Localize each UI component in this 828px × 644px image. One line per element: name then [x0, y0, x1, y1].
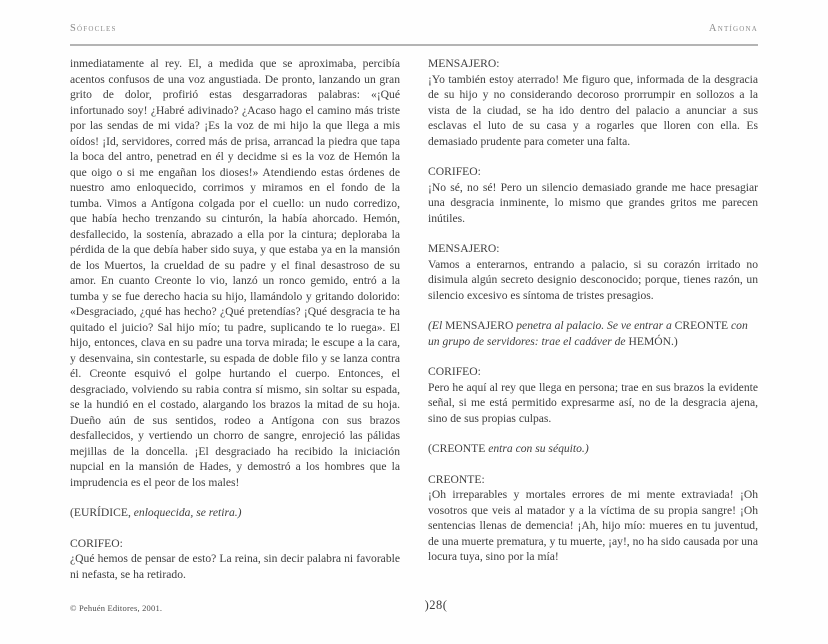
speech-corifeo-1	[428, 164, 758, 226]
stage-action-text: entra con su séquito.)	[488, 442, 589, 455]
speech-text: Vamos a enterarnos, entrando a palacio, si su corazón irritado no disimula algún secreto designio desconocido; porque, tienes razón, un silencio excesivo es síntoma de tristes presagios.	[428, 257, 758, 302]
speech-corifeo-left	[70, 536, 400, 583]
text-columns	[70, 56, 758, 582]
stage-character-name: MENSAJERO	[445, 319, 514, 332]
stage-direction-creonte	[428, 441, 758, 457]
stage-direction-mensajero	[428, 318, 758, 349]
speaker-label: MENSAJERO:	[428, 242, 500, 255]
stage-action-text: con un grupo de servidores: trae el cadáver de	[428, 319, 748, 348]
right-column	[428, 56, 758, 582]
speech-text: Pero he aquí al rey que llega en persona; trae en sus brazos la evidente señal, si me está permitido expresarme así, no de la desgracia ajena, sino de sus propias culpas.	[428, 380, 758, 425]
running-title-right: Antígona	[708, 23, 758, 34]
stage-character-name: (CREONTE	[428, 442, 489, 455]
stage-closing: .)	[671, 334, 678, 348]
messenger-monologue-paragraph: inmediatamente al rey. El, a medida que se aproximaba, percibía acentos confusos de una voz angustiada. De pronto, lanzando un gran grito de dolor, profirió estas desgarradoras palabras: «¡Qué infortunado soy! ¿Habré adivinado? ¿Acaso hago el camino más triste por las sendas de mi vida? ¡Es la voz de mi hijo la que llega a mis oídos! ¡Id, servidores, corred más de prisa, arrancad la piedra que tapa la boca del antro, penetrad en él y decidme si es la voz de Hemón la que oigo o si me engañan los dioses!» Atendiendo estas órdenes de nuestro amo enloquecido, corrimos y miramos en el fondo de la tumba. Vimos a Antígona colgada por el cuello: un nudo corredizo, que había hecho trenzando su cinturón, la había ahorcado. Hemón, desfallecido, la sostenía, abrazado a ella por la cintura; deploraba la pérdida de la que debía haber sido suya, y que estaba ya en la mansión de los Muertos, la crueldad de su padre y el final desastroso de su amor. En cuanto Creonte lo vio, lanzó un ronco gemido, entró a la tumba y se fue derecho hacia su hijo, llamándolo y gritando dolorido: «Desgraciado, ¿qué has hecho? ¿Qué pretendías? ¡Qué desgracia te ha quitado el juicio? Sal hijo mío; tu padre, suplicando te lo ruega». El hijo, entonces, clava en su padre una torva mirada; le escupe a la cara, y desenvaina, sin contestarle, su espada de doble filo y se lanza contra él. Creonte esquivó el golpe hurtando el cuerpo. Entonces, el desgraciado, volviendo su rabia contra sí mismo, sin soltar su espada, se la hundió en el costado, alargando los brazos la mitad de su hoja. Dueño aún de sus sentidos, rodeo a Antígona con sus brazos desfallecidos, y vertiendo un chorro de sangre, enrojeció las pálidas mejillas de la doncella. ¡El desgraciado ha recibido la iniciación nupcial en la mansión de Hades, y demostró a los hombres que la imprudencia es el peor de los males!	[70, 57, 400, 489]
page-footer	[70, 598, 758, 620]
running-title-left: Sófocles	[70, 23, 117, 34]
page-number: )28(	[424, 598, 448, 612]
speech-text: ¡Yo también estoy aterrado! Me figuro que, informada de la desgracia de su hijo y no considerando decoroso prorrumpir en sollozos a la vista de la ciudad, se ha ido dentro del palacio a anunciar a sus esclavas el luto de su casa y a rogarles que lloren con ella. Es demasiado prudente para cometer una falta.	[428, 72, 758, 148]
stage-character-name: HEMÓN	[628, 334, 671, 348]
speaker-label: CORIFEO:	[428, 165, 481, 178]
stage-character-name: (EURÍDICE,	[70, 506, 134, 519]
stage-action-text: (El	[428, 319, 446, 332]
speaker-label: CREONTE:	[428, 472, 485, 486]
stage-action-text: penetra al palacio. Se ve entrar a	[513, 319, 675, 332]
stage-direction-euridice	[70, 505, 400, 521]
copyright-notice: © Pehuén Editores, 2001.	[70, 603, 163, 613]
header-rule	[70, 44, 758, 46]
speaker-label: MENSAJERO:	[428, 57, 500, 70]
speech-creonte	[428, 472, 758, 565]
left-column	[70, 56, 400, 582]
speech-mensajero-1	[428, 56, 758, 149]
speech-text: ¡Oh irreparables y mortales errores de mi mente extraviada! ¡Oh vosotros que veis al matador y a la víctima de su propia sangre! ¡Oh sentencias llenas de demencia! ¡Ah, hijo mío: mueres en tu juventud, de una muerte prematura, y tu muerte, ¡ay!, no ha sido causada por una locura tuya, sino por la mía!	[428, 488, 758, 563]
speech-text: ¡No sé, no sé! Pero un silencio demasiado grande me hace presagiar una desgracia inminente, lo mismo que grandes gritos me parecen inútiles.	[428, 180, 758, 225]
speech-mensajero-2	[428, 241, 758, 303]
stage-action-text: enloquecida, se retira.)	[133, 506, 242, 519]
speaker-label: CORIFEO:	[428, 365, 481, 378]
speech-corifeo-2	[428, 364, 758, 426]
speech-text: ¿Qué hemos de pensar de esto? La reina, sin decir palabra ni favorable ni nefasta, se ha retirado.	[70, 552, 400, 581]
speaker-label: CORIFEO:	[70, 536, 123, 550]
page-header	[70, 23, 758, 34]
stage-character-name: CREONTE	[674, 319, 729, 332]
